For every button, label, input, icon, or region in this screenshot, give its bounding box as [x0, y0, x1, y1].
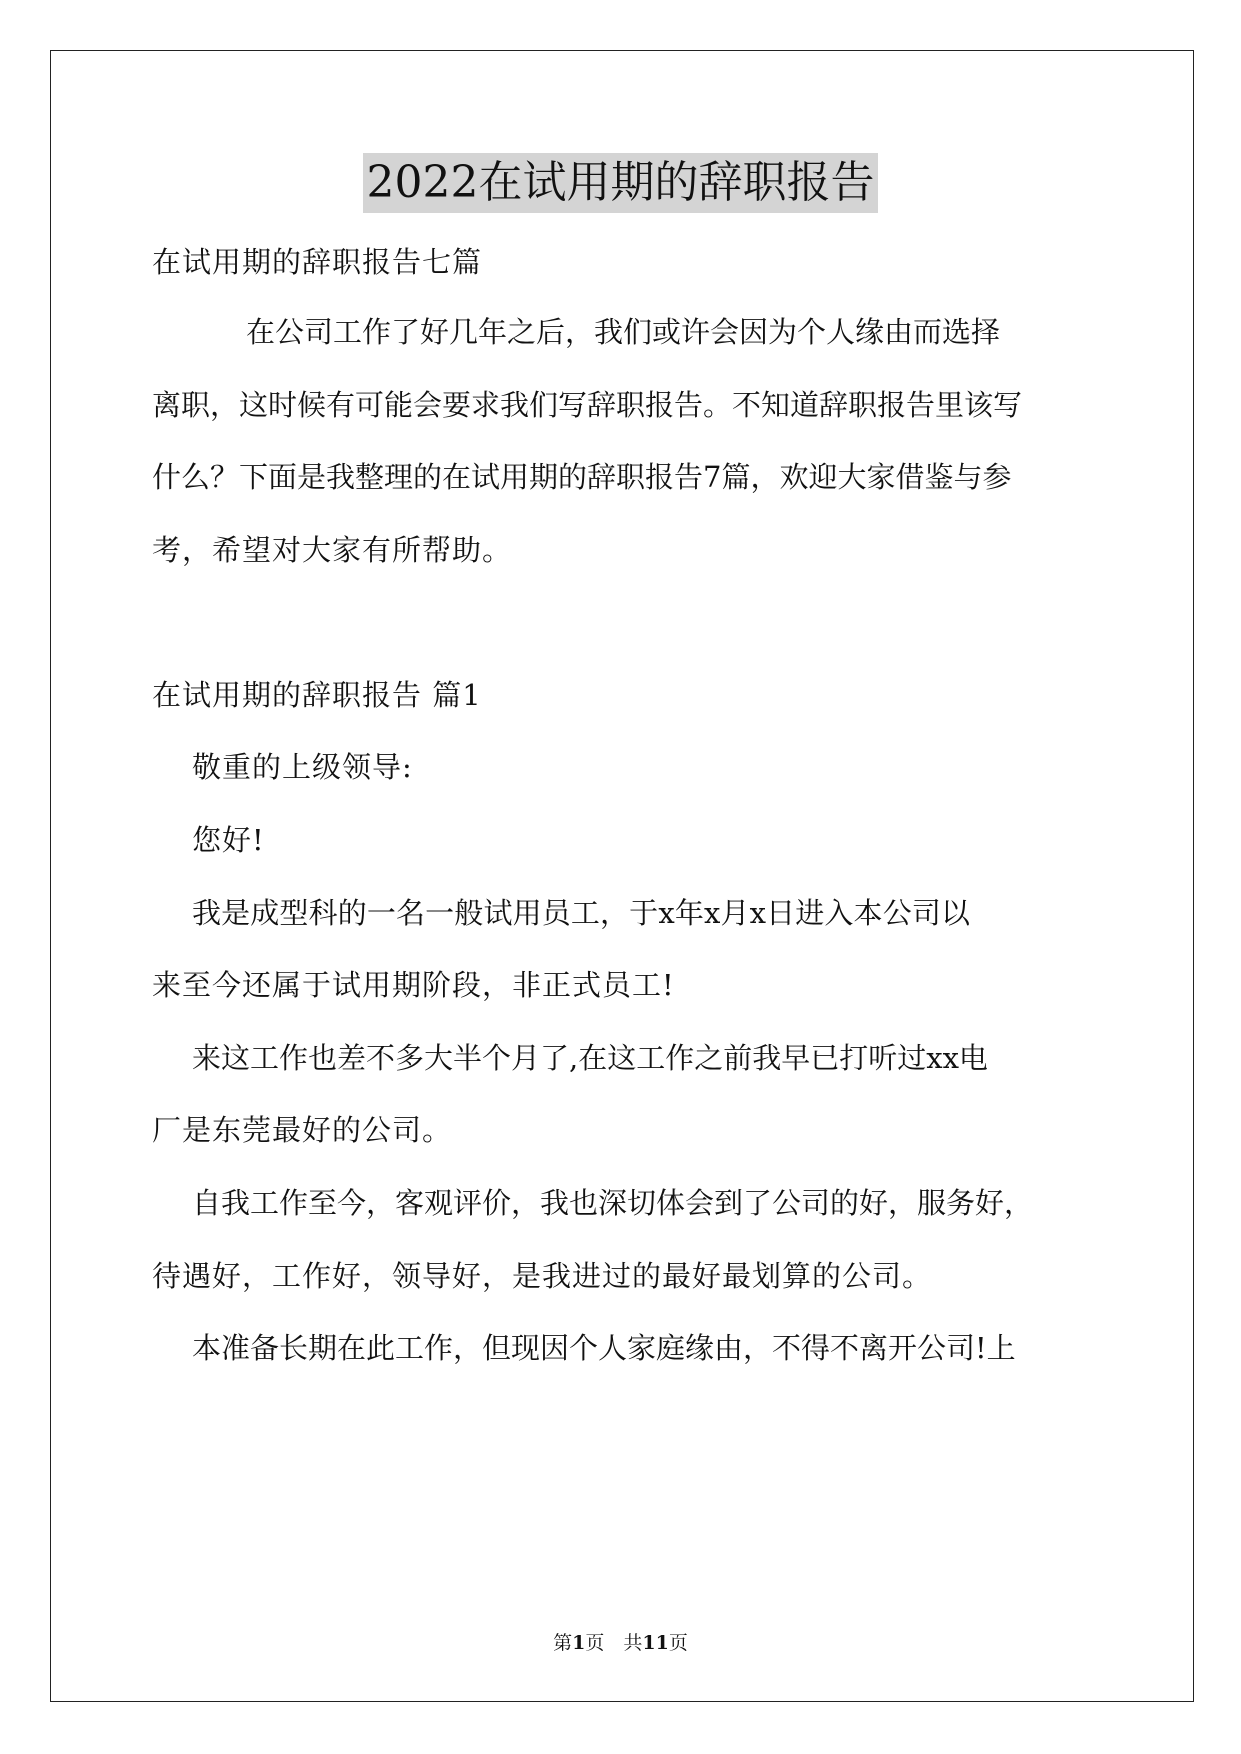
greeting: 您好! [192, 823, 265, 857]
footer-prefix: 第 [553, 1632, 573, 1654]
intro-line: 考，希望对大家有所帮助。 [152, 533, 513, 567]
page-footer [0, 1630, 1241, 1656]
intro-line: 什么？下面是我整理的在试用期的辞职报告7篇，欢迎大家借鉴与参 [152, 460, 1012, 494]
body-line: 本准备长期在此工作，但现因个人家庭缘由，不得不离开公司!上 [192, 1331, 1016, 1365]
intro-line: 离职，这时候有可能会要求我们写辞职报告。不知道辞职报告里该写 [152, 388, 1023, 422]
section-heading: 在试用期的辞职报告 篇1 [152, 678, 482, 712]
document-title: 2022在试用期的辞职报告 [363, 153, 879, 213]
page-border [50, 50, 1194, 1702]
title-wrap [0, 153, 1241, 213]
body-line: 厂是东莞最好的公司。 [152, 1113, 453, 1147]
body-line: 来至今还属于试用期阶段，非正式员工! [152, 968, 675, 1002]
intro-line: 在公司工作了好几年之后，我们或许会因为个人缘由而选择 [246, 315, 1001, 349]
footer-mid: 页 共 [585, 1632, 643, 1654]
current-page-number: 1 [572, 1632, 586, 1654]
footer-suffix: 页 [668, 1632, 688, 1654]
salutation: 敬重的上级领导: [192, 750, 413, 784]
body-line: 来这工作也差不多大半个月了,在这工作之前我早已打听过xx电 [192, 1041, 988, 1075]
total-page-number: 11 [642, 1632, 669, 1654]
body-line: 自我工作至今，客观评价，我也深切体会到了公司的好，服务好， [192, 1186, 1034, 1220]
body-line: 待遇好，工作好，领导好，是我进过的最好最划算的公司。 [152, 1259, 933, 1293]
document-subtitle: 在试用期的辞职报告七篇 [152, 245, 483, 279]
body-line: 我是成型科的一名一般试用员工，于x年x月x日进入本公司以 [192, 896, 970, 930]
